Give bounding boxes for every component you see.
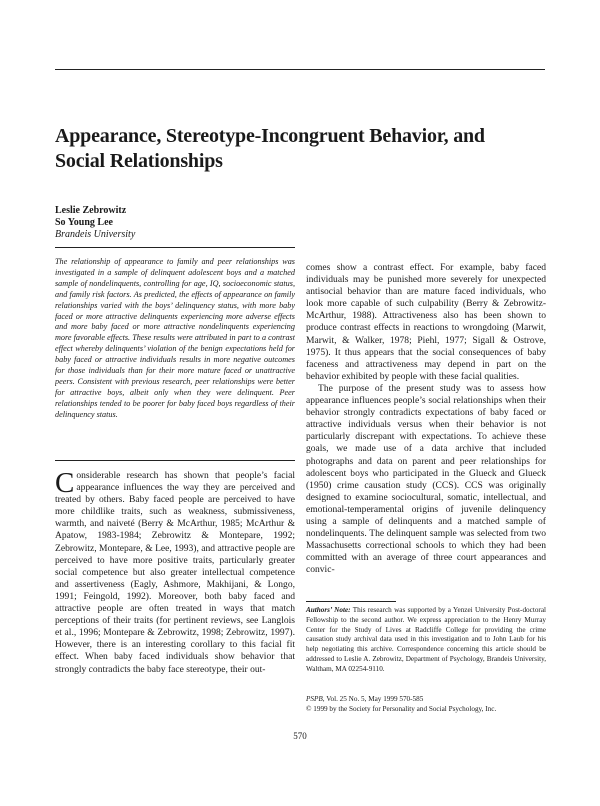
- authors-note-text: This research was supported by a Yenzei University Post-doctoral Fellowship to the second author. We express appreciation to the Henry Murray Center for the Study of Lives at Radcliffe College for providing the crime causation study archival data used in this investigation and to John Laub for his help negotiating this archive. Correspondence concerning this article should be addressed to Leslie A. Zebrowitz, Department of Psychology, Brandeis University, Waltham, MA 02254-9110.: [306, 606, 547, 673]
- author-name: So Young Lee: [55, 217, 113, 228]
- journal-details: Vol. 25 No. 5, May 1999 570-585: [326, 695, 424, 703]
- journal-name: PSPB,: [306, 695, 325, 703]
- authors-note-label: Authors’ Note:: [306, 606, 351, 614]
- article-title: Appearance, Stereotype-Incongruent Behavior, and Social Relationships: [55, 125, 485, 172]
- top-rule: [55, 69, 545, 70]
- abstract-top-rule: [55, 247, 295, 248]
- body-paragraph: comes show a contrast effect. For example, baby faced individuals may be punished more severely for unexpected antisocial behavior than are mature faced individuals, who look more capable of such culpability (Berry & Zebrowitz-McArthur, 1988). Attractiveness also has been shown to produce contrast effects in reactions to wrongdoing (Marwit, Marwit, & Walker, 1978; Piehl, 1977; Sigall & Ostrove, 1975). It thus appears that the social consequences of baby faceness and attractiveness may depend in part on the behavior exhibited by people with these facial qualities.: [306, 262, 546, 382]
- body-column-right: [306, 262, 546, 806]
- abstract: The relationship of appearance to family and peer relationships was investigated in a sample of delinquent adolescent boys and a matched sample of nondelinquents, controlling for age, IQ, socioeconomic status, and family risk factors. As predicted, the effects of appearance on family relationships varied with the boys’ delinquency status, with more baby faced or more attractive delinquents experiencing more adverse effects and more baby faced or more attractive nondelinquents experiencing more favorable effects. These results were attributed in part to a contrast effect whereby delinquents’ violation of the benign expectations held for baby faced or attractive individuals results in more negative outcomes for those individuals than for their more mature faced or unattractive peers. Consistent with previous research, peer relationships were better for attractive boys, albeit only when they were delinquent. Peer relationships tended to be poorer for baby faced boys regardless of their delinquency status.: [55, 257, 295, 419]
- author-block: [55, 205, 135, 241]
- drop-cap: C: [55, 470, 75, 499]
- body-paragraph: onsiderable research has shown that people’s facial appearance influences the way they are perceived and treated by others. Baby faced people are perceived to have more childlike traits, such as weakness, submissiveness, warmth, and naiveté (Berry & McArthur, 1985; McArthur & Apatow, 1983-1984; Zebrowitz & Montepare, 1992; Zebrowitz, Montepare, & Lee, 1993), and attractive people are perceived to have more positive traits, particularly greater social competence but also greater intellectual competence and assertiveness (Eagly, Ashmore, Makhijani, & Longo, 1991; Feingold, 1992). Moreover, both baby faced and attractive people are often treated in ways that match perceptions of their traits (for pertinent reviews, see Langlois et al., 1996; Monteparе & Zebrowitz, 1998; Zebrowitz, 1997). However, there is an interesting corollary to this facial fit effect. When baby faced individuals show behavior that strongly contradicts the baby face stereotype, their out-: [55, 470, 295, 675]
- body-column-left: [55, 470, 295, 760]
- author-affiliation: Brandeis University: [55, 229, 136, 240]
- footnote-rule: [306, 601, 396, 602]
- abstract-bottom-rule: [55, 460, 295, 461]
- authors-note: [306, 606, 546, 675]
- journal-citation: [306, 695, 546, 714]
- copyright-line: © 1999 by the Society for Personality and Social Psychology, Inc.: [306, 704, 497, 713]
- author-name: Leslie Zebrowitz: [55, 205, 127, 216]
- body-paragraph: The purpose of the present study was to assess how appearance influences people’s social relationships when their behavior strongly contradicts expectations of baby faced or attractive individuals versus when their behavior is not particularly discrepant with expectations. To achieve these goals, we made use of a data archive that included photographs and data on parent and peer relationships for adolescent boys who participated in the Glueck and Glueck (1950) crime causation study (CCS). CCS was originally designed to examine sociocultural, somatic, intellectual, and emotional-temperamental origins of juvenile delinquency using a sample of delinquents and a matched sample of nondelinquents. The delinquent sample was selected from two Massachusetts correctional schools to which they had been committed with an average of three court appearances and convic-: [306, 382, 546, 576]
- page-number: 570: [293, 731, 307, 741]
